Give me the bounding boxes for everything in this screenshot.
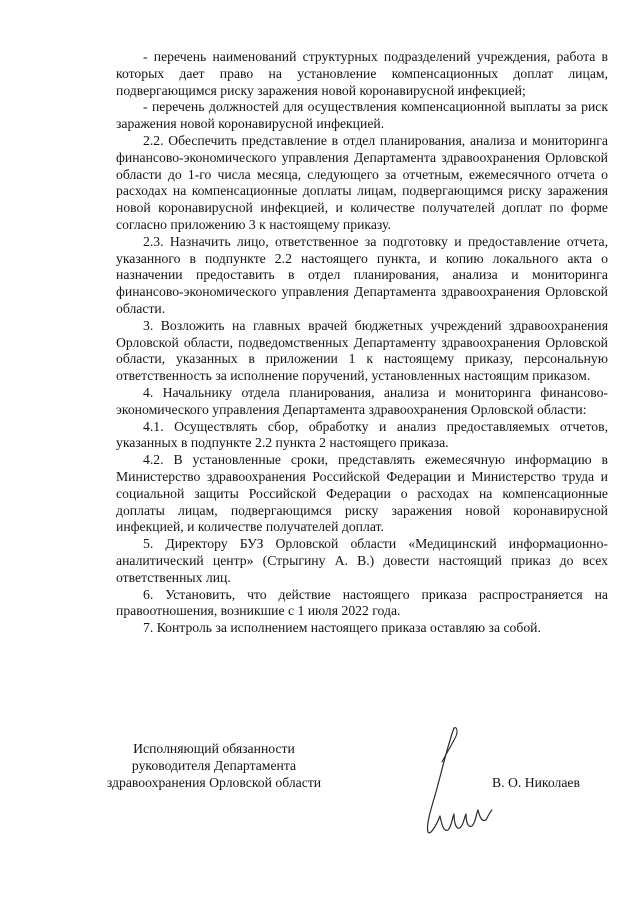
paragraph-list-item-divisions: - перечень наименований структурных подразделений учреждения, работа в которых дает право на установление компенсационных доплат лицам, подвергающимся риску заражения новой коронавирусной инфекцией;: [116, 49, 608, 98]
paragraph-3: 3. Возложить на главных врачей бюджетных учреждений здравоохранения Орловской области, подведомственных Департаменту здравоохранения Орловской области, указанных в приложении 1 к настоящему приказу, персональную ответственность за исполнение поручений, установленных настоящим приказом.: [116, 317, 608, 384]
paragraph-7: 7. Контроль за исполнением настоящего приказа оставляю за собой.: [143, 620, 541, 636]
signatory-title-line: здравоохранения Орловской области: [106, 774, 322, 790]
paragraph-list-item-positions: - перечень должностей для осуществления компенсационной выплаты за риск заражения новой коронавирусной инфекцией.: [116, 99, 608, 132]
handwritten-signature: [412, 722, 502, 842]
signatory-name: В. О. Николаев: [492, 775, 580, 790]
paragraph-4-2: 4.2. В установленные сроки, представлять ежемесячную информацию в Министерство здравоохранения Российской Федерации и Министерство труда и социальной защиты Российской Федерации о расходах на компенсационные доплаты лицам, подвергающимся риску заражения новой коронавирусной инфекцией, и количестве получателей доплат.: [116, 452, 608, 535]
signatory-title: [86, 741, 342, 791]
paragraph-5: 5. Директору БУЗ Орловской области «Медицинский информационно-аналитический центр» (Стрыгину А. В.) довести настоящий приказ до всех ответственных лиц.: [116, 536, 608, 585]
paragraph-2-2: 2.2. Обеспечить представление в отдел планирования, анализа и мониторинга финансово-экономического управления Департамента здравоохранения Орловской области до 1-го числа месяца, следующего за отчетным, ежемесячного отчета о расходах на компенсационные доплаты лицам, подвергающимся риску заражения новой коронавирусной инфекцией, и количестве получателей доплат по форме согласно приложению 3 к настоящему приказу.: [116, 132, 608, 232]
paragraph-2-3: 2.3. Назначить лицо, ответственное за подготовку и предоставление отчета, указанного в подпункте 2.2 настоящего пункта, и копию локального акта о назначении предоставить в отдел планирования, анализа и мониторинга финансово-экономического управления Департамента здравоохранения Орловской области.: [116, 233, 608, 316]
paragraph-4: 4. Начальнику отдела планирования, анализа и мониторинга финансово-экономического управления Департамента здравоохранения Орловской области:: [116, 384, 608, 417]
signatory-title-line: руководителя Департамента: [131, 757, 297, 773]
paragraph-6: 6. Установить, что действие настоящего приказа распространяется на правоотношения, возникшие с 1 июля 2022 года.: [116, 586, 608, 619]
paragraph-4-1: 4.1. Осуществлять сбор, обработку и анализ предоставляемых отчетов, указанных в подпункте 2.2 пункта 2 настоящего приказа.: [116, 418, 608, 451]
signatory-title-line: Исполняющий обязанности: [133, 741, 295, 756]
